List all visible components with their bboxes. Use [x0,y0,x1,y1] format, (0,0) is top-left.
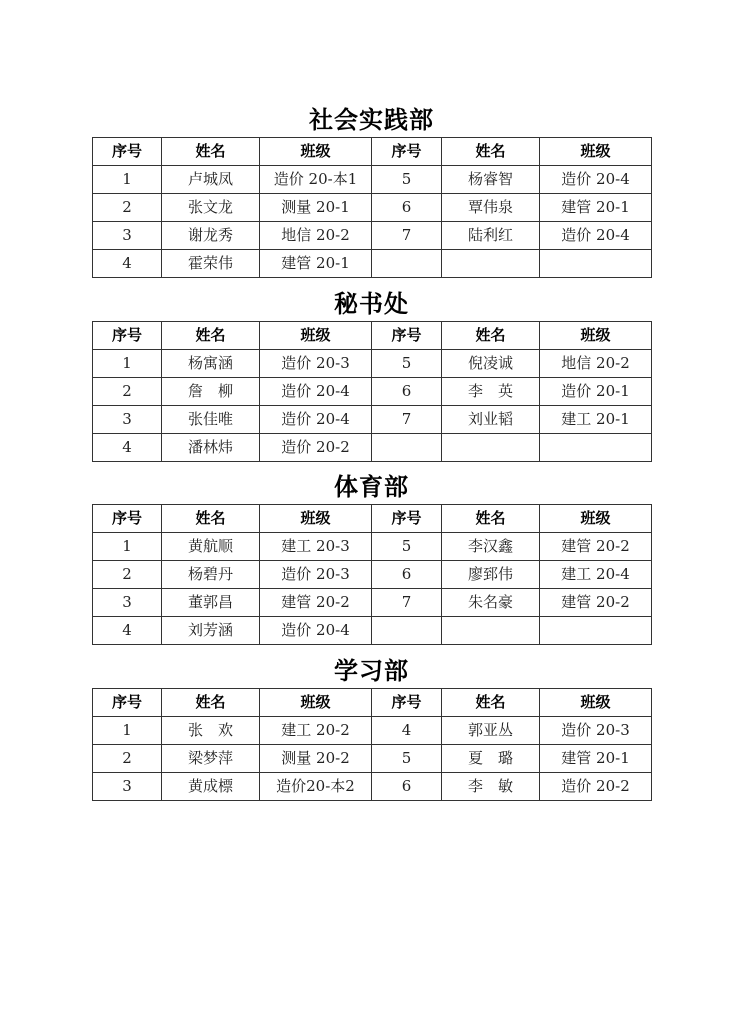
cell-no [372,250,442,278]
table-row [93,434,652,462]
header-class: 班级 [260,322,372,350]
cell-class: 地信 20-2 [540,350,652,378]
table-row [93,617,652,645]
roster-table [92,137,652,278]
header-no: 序号 [372,689,442,717]
cell-no: 5 [372,350,442,378]
cell-name [442,617,540,645]
cell-class: 造价 20-4 [260,617,372,645]
cell-no: 2 [93,194,162,222]
cell-no: 4 [93,250,162,278]
cell-class: 造价 20-4 [260,406,372,434]
header-no: 序号 [93,322,162,350]
roster-table [92,688,652,801]
cell-name: 张 欢 [162,717,260,745]
header-name: 姓名 [162,689,260,717]
cell-class: 造价 20-3 [260,350,372,378]
cell-name: 覃伟泉 [442,194,540,222]
cell-no: 3 [93,773,162,801]
table-row [93,194,652,222]
table-row [93,533,652,561]
cell-no [372,434,442,462]
cell-name: 张佳唯 [162,406,260,434]
cell-class: 造价 20-1 [540,378,652,406]
cell-no: 2 [93,378,162,406]
header-no: 序号 [93,689,162,717]
cell-class: 造价20-本2 [260,773,372,801]
cell-class [540,617,652,645]
cell-name: 刘业韬 [442,406,540,434]
header-name: 姓名 [162,505,260,533]
cell-name: 梁梦萍 [162,745,260,773]
cell-class: 造价 20-4 [260,378,372,406]
cell-name: 潘林炜 [162,434,260,462]
cell-name: 杨寓涵 [162,350,260,378]
cell-name: 谢龙秀 [162,222,260,250]
cell-class: 测量 20-1 [260,194,372,222]
cell-class: 测量 20-2 [260,745,372,773]
header-class: 班级 [540,505,652,533]
cell-class: 造价 20-本1 [260,166,372,194]
roster-table [92,504,652,645]
table-header-row [93,138,652,166]
header-no: 序号 [372,322,442,350]
cell-no: 3 [93,589,162,617]
cell-class: 地信 20-2 [260,222,372,250]
section-title: 体育部 [334,473,409,501]
cell-class: 造价 20-4 [540,222,652,250]
cell-name: 陆利红 [442,222,540,250]
section-sports [92,470,651,645]
cell-no: 4 [93,617,162,645]
cell-name: 霍荣伟 [162,250,260,278]
header-class: 班级 [260,505,372,533]
cell-class: 造价 20-2 [260,434,372,462]
cell-no: 6 [372,194,442,222]
section-title: 秘书处 [334,290,409,318]
roster-table [92,321,652,462]
cell-no: 1 [93,166,162,194]
cell-name: 李汉鑫 [442,533,540,561]
cell-class: 建管 20-2 [540,589,652,617]
section-social-practice [92,103,651,278]
cell-no: 4 [372,717,442,745]
cell-no: 7 [372,406,442,434]
cell-no: 1 [93,533,162,561]
header-no: 序号 [93,138,162,166]
cell-class [540,434,652,462]
header-name: 姓名 [162,322,260,350]
header-class: 班级 [260,138,372,166]
header-class: 班级 [540,138,652,166]
cell-no: 3 [93,222,162,250]
header-name: 姓名 [442,138,540,166]
cell-name: 廖郅伟 [442,561,540,589]
section-secretariat [92,287,651,462]
section-title: 学习部 [334,657,409,685]
header-class: 班级 [540,689,652,717]
header-class: 班级 [260,689,372,717]
table-header-row [93,322,652,350]
cell-no: 7 [372,589,442,617]
cell-class [540,250,652,278]
cell-name: 黄成標 [162,773,260,801]
cell-no: 5 [372,533,442,561]
cell-no: 1 [93,350,162,378]
cell-class: 建管 20-1 [540,194,652,222]
cell-name [442,250,540,278]
cell-class: 建管 20-2 [540,533,652,561]
header-name: 姓名 [442,689,540,717]
cell-name: 夏 璐 [442,745,540,773]
cell-no: 5 [372,166,442,194]
table-row [93,350,652,378]
cell-no: 6 [372,378,442,406]
cell-no: 6 [372,773,442,801]
cell-name: 倪凌诚 [442,350,540,378]
cell-name [442,434,540,462]
table-row [93,745,652,773]
cell-name: 卢城凤 [162,166,260,194]
table-row [93,406,652,434]
table-row [93,378,652,406]
section-title: 社会实践部 [309,106,434,134]
cell-name: 朱名豪 [442,589,540,617]
cell-class: 造价 20-2 [540,773,652,801]
cell-name: 李 英 [442,378,540,406]
table-row [93,717,652,745]
cell-no: 1 [93,717,162,745]
header-no: 序号 [372,505,442,533]
cell-class: 建工 20-4 [540,561,652,589]
table-row [93,561,652,589]
header-class: 班级 [540,322,652,350]
cell-no: 6 [372,561,442,589]
table-row [93,773,652,801]
cell-class: 造价 20-4 [540,166,652,194]
cell-no: 5 [372,745,442,773]
cell-no: 4 [93,434,162,462]
cell-name: 董郭昌 [162,589,260,617]
table-header-row [93,505,652,533]
cell-class: 建管 20-1 [540,745,652,773]
cell-name: 杨碧丹 [162,561,260,589]
table-header-row [93,689,652,717]
header-name: 姓名 [442,505,540,533]
cell-no: 2 [93,745,162,773]
cell-name: 李 敏 [442,773,540,801]
cell-class: 建管 20-2 [260,589,372,617]
cell-no: 2 [93,561,162,589]
cell-name: 张文龙 [162,194,260,222]
cell-no: 7 [372,222,442,250]
header-name: 姓名 [162,138,260,166]
cell-class: 建工 20-1 [540,406,652,434]
cell-class: 建工 20-2 [260,717,372,745]
header-no: 序号 [93,505,162,533]
cell-name: 郭亚丛 [442,717,540,745]
table-row [93,222,652,250]
cell-name: 刘芳涵 [162,617,260,645]
cell-class: 造价 20-3 [260,561,372,589]
table-row [93,166,652,194]
cell-name: 黄航顺 [162,533,260,561]
cell-name: 詹 柳 [162,378,260,406]
cell-name: 杨睿智 [442,166,540,194]
cell-class: 建管 20-1 [260,250,372,278]
table-row [93,250,652,278]
cell-class: 建工 20-3 [260,533,372,561]
cell-class: 造价 20-3 [540,717,652,745]
table-row [93,589,652,617]
header-no: 序号 [372,138,442,166]
cell-no: 3 [93,406,162,434]
section-study [92,654,651,801]
cell-no [372,617,442,645]
header-name: 姓名 [442,322,540,350]
